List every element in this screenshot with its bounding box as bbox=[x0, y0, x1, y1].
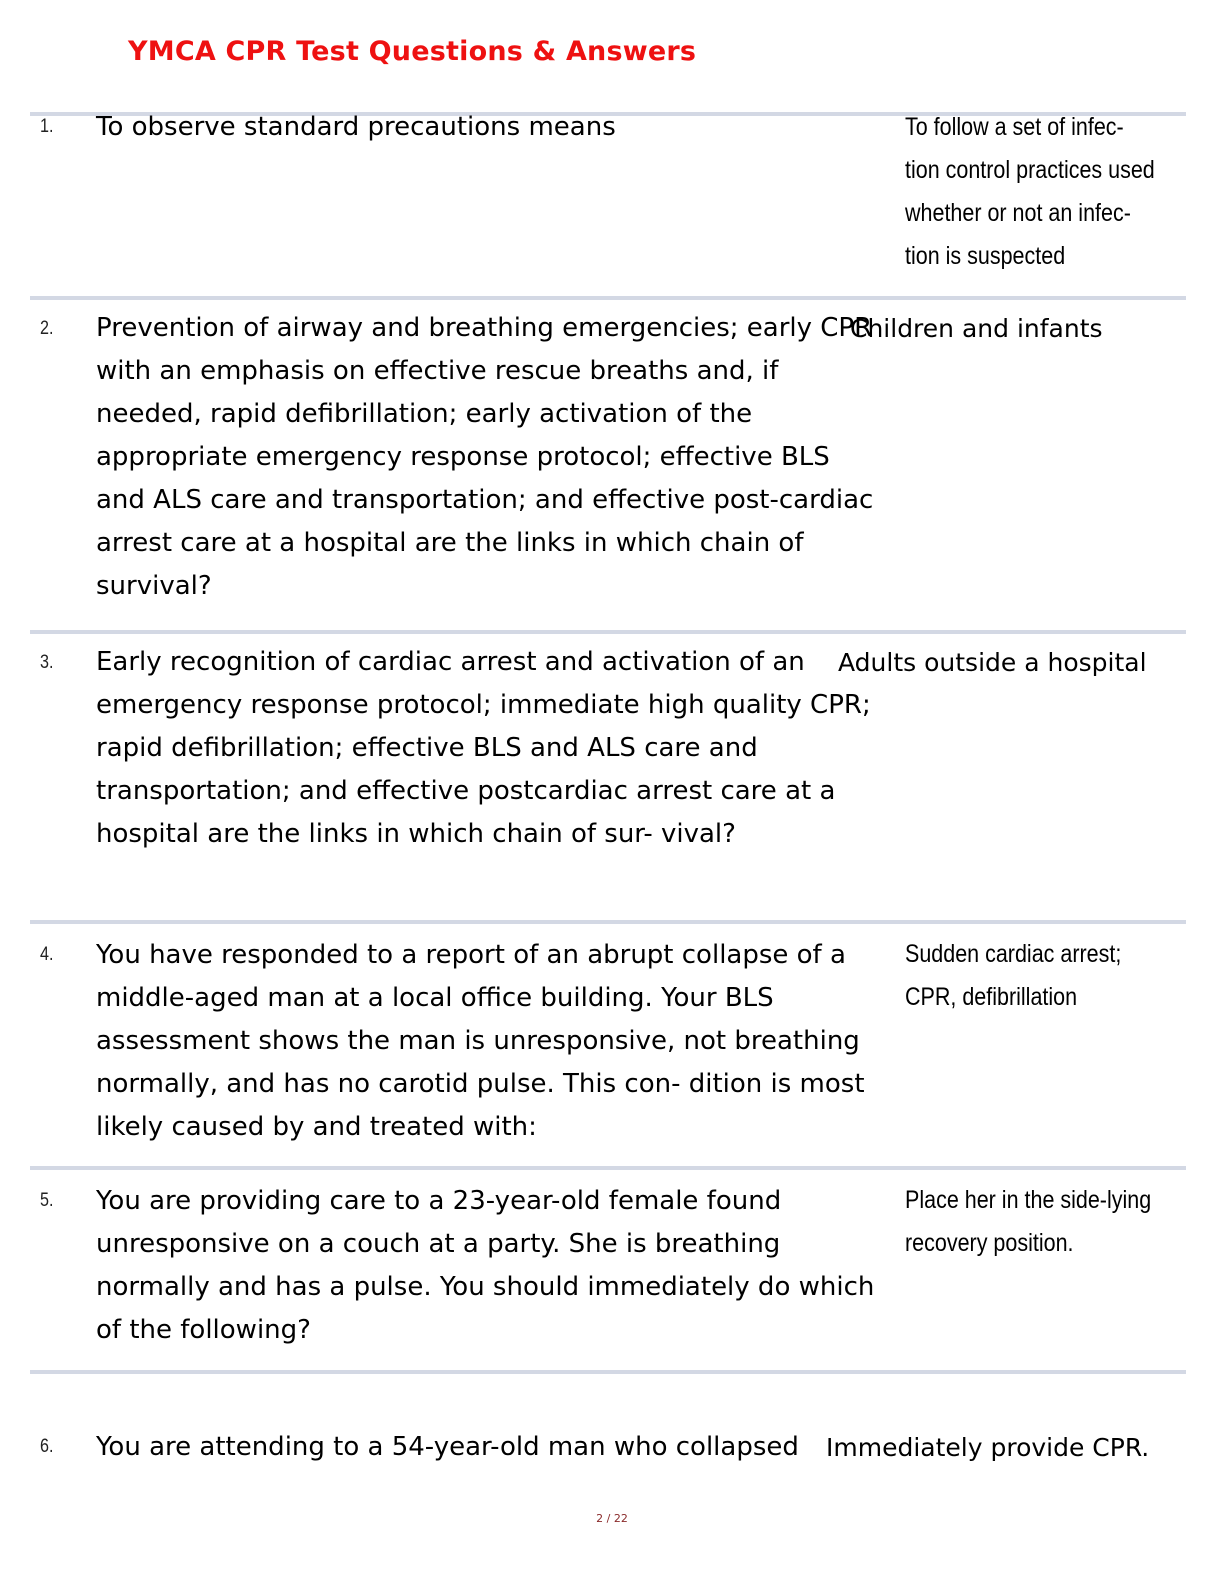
divider bbox=[30, 920, 1186, 924]
item-number: 1. bbox=[40, 116, 54, 137]
answer-text: Adults outside a hospital bbox=[838, 648, 1147, 677]
divider bbox=[30, 296, 1186, 300]
question-text: To observe standard precautions means bbox=[96, 112, 616, 142]
item-number: 6. bbox=[40, 1436, 54, 1457]
question-text: You are providing care to a 23-year-old female found unresponsive on a couch at a party. She is breathing normally and has a pulse. You should immediately do which of the following? bbox=[96, 1186, 875, 1345]
item-number: 2. bbox=[40, 318, 54, 339]
item-number: 5. bbox=[40, 1190, 54, 1211]
document-title: YMCA CPR Test Questions & Answers bbox=[128, 36, 697, 67]
divider bbox=[30, 1166, 1186, 1170]
answer-text: Sudden cardiac arrest; CPR, defibrillation bbox=[905, 940, 1122, 1011]
answer-text: To follow a set of infec- tion control practices used whether or not an infec- tion is suspected bbox=[905, 113, 1155, 270]
item-number: 3. bbox=[40, 652, 54, 673]
question-text: Early recognition of cardiac arrest and activation of an emergency response protocol; immediate high quality CPR; rapid defibrillation; effective BLS and ALS care and transportation; and effective postcardiac arrest care at a hospital are the links in which chain of sur- vival? bbox=[96, 647, 871, 849]
question-text: You are attending to a 54-year-old man who collapsed bbox=[96, 1432, 799, 1462]
divider bbox=[30, 630, 1186, 634]
answer-text: Immediately provide CPR. bbox=[826, 1433, 1150, 1462]
page-indicator: 2 / 22 bbox=[596, 1512, 628, 1525]
answer-text: Children and infants bbox=[850, 314, 1103, 343]
answer-text: Place her in the side-lying recovery position. bbox=[905, 1186, 1152, 1257]
question-text: Prevention of airway and breathing emergencies; early CPR with an emphasis on effective rescue breaths and, if needed, rapid defibrillation; early activation of the appropriate emergency response protocol; effective BLS and ALS care and transportation; and effective post-cardiac arrest care at a hospital are the links in which chain of survival? bbox=[96, 313, 874, 601]
item-number: 4. bbox=[40, 944, 54, 965]
divider bbox=[30, 1370, 1186, 1374]
question-text: You have responded to a report of an abrupt collapse of a middle-aged man at a local office building. Your BLS assessment shows the man is unresponsive, not breathing normally, and has no carotid pulse. This con- dition is most likely caused by and treated with: bbox=[96, 940, 865, 1142]
